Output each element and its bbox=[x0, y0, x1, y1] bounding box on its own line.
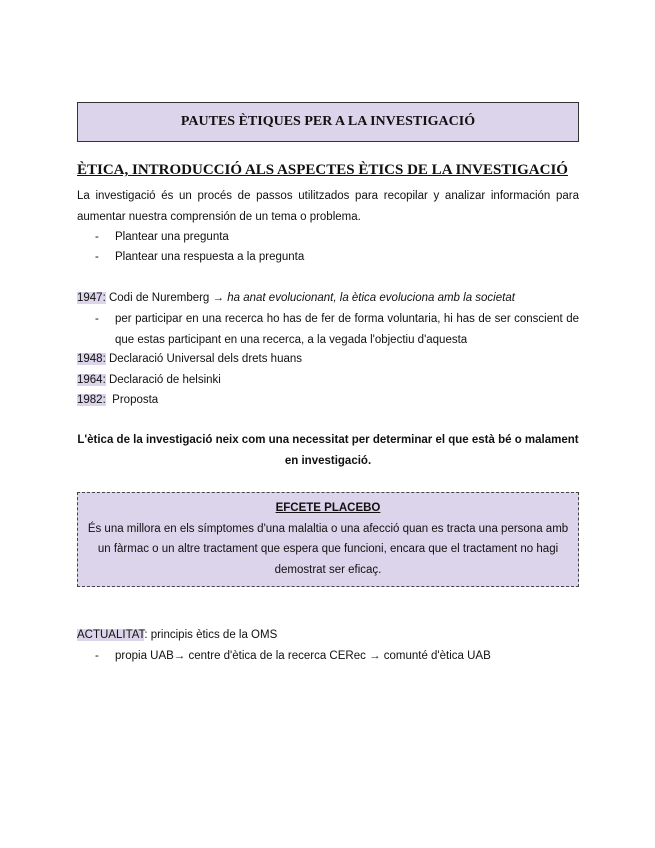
key-statement: L'ètica de la investigació neix com una necessitat per determinar el que està bé o malament en investigació. bbox=[77, 434, 579, 467]
intro-paragraph: La investigació és un procés de passos utilitzados para recopilar y analizar información para aumentar nuestra comprensión de un tema o problema. bbox=[77, 190, 579, 223]
placebo-title: EFCETE PLACEBO bbox=[275, 502, 381, 514]
actualitat-label: ACTUALITAT bbox=[77, 629, 145, 641]
bullet-marker: - bbox=[95, 650, 99, 662]
helsinki-text: Declaració de helsinki bbox=[105, 374, 221, 386]
proposta-text: Proposta bbox=[105, 394, 159, 406]
actualitat-line bbox=[77, 625, 277, 645]
year-1964: 1964: bbox=[77, 374, 106, 386]
declaracio-universal-text: Declaració Universal dels drets huans bbox=[105, 353, 303, 365]
year-1947: 1947: bbox=[77, 292, 106, 304]
year-1948: 1948: bbox=[77, 353, 106, 365]
timeline-1982 bbox=[77, 390, 158, 410]
timeline-1948 bbox=[77, 349, 302, 369]
timeline-1947-bullet: per participar en una recerca ho has de fer de forma voluntaria, hi has de ser conscient de que estas participant en una recerca, a la vegada l'objectiu d'aquesta bbox=[115, 313, 579, 346]
actualitat-text: : principis ètics de la OMS bbox=[144, 629, 278, 641]
nuremberg-text: Codi de Nuremberg → bbox=[105, 292, 228, 304]
intro-bullet-1: Plantear una pregunta bbox=[115, 231, 229, 243]
placebo-body: És una millora en els símptomes d'una malaltia o una afecció quan es tracta una persona amb un fàrmac o un altre tractament que espera que funcioni, encara que el tractament no hagi demostrat ser eficaç. bbox=[87, 522, 569, 576]
intro-bullet-2: Plantear una respuesta a la pregunta bbox=[115, 251, 305, 263]
page-title: PAUTES ÈTIQUES PER A LA INVESTIGACIÓ bbox=[180, 114, 476, 129]
page-title-box bbox=[77, 102, 579, 142]
year-1982: 1982: bbox=[77, 394, 106, 406]
bullet-marker: - bbox=[95, 231, 99, 243]
bullet-marker: - bbox=[95, 251, 99, 263]
actualitat-bullet: propia UAB→ centre d'ètica de la recerca CERec → comunté d'ètica UAB bbox=[115, 650, 491, 662]
nuremberg-italic: ha anat evolucionant, la ètica evoluciona amb la societat bbox=[227, 292, 515, 304]
section-heading: ÈTICA, INTRODUCCIÓ ALS ASPECTES ÈTICS DE LA INVESTIGACIÓ bbox=[77, 162, 568, 178]
placebo-box bbox=[77, 492, 579, 587]
bullet-marker: - bbox=[95, 313, 99, 325]
timeline-1947 bbox=[77, 288, 515, 308]
timeline-1964 bbox=[77, 370, 221, 390]
